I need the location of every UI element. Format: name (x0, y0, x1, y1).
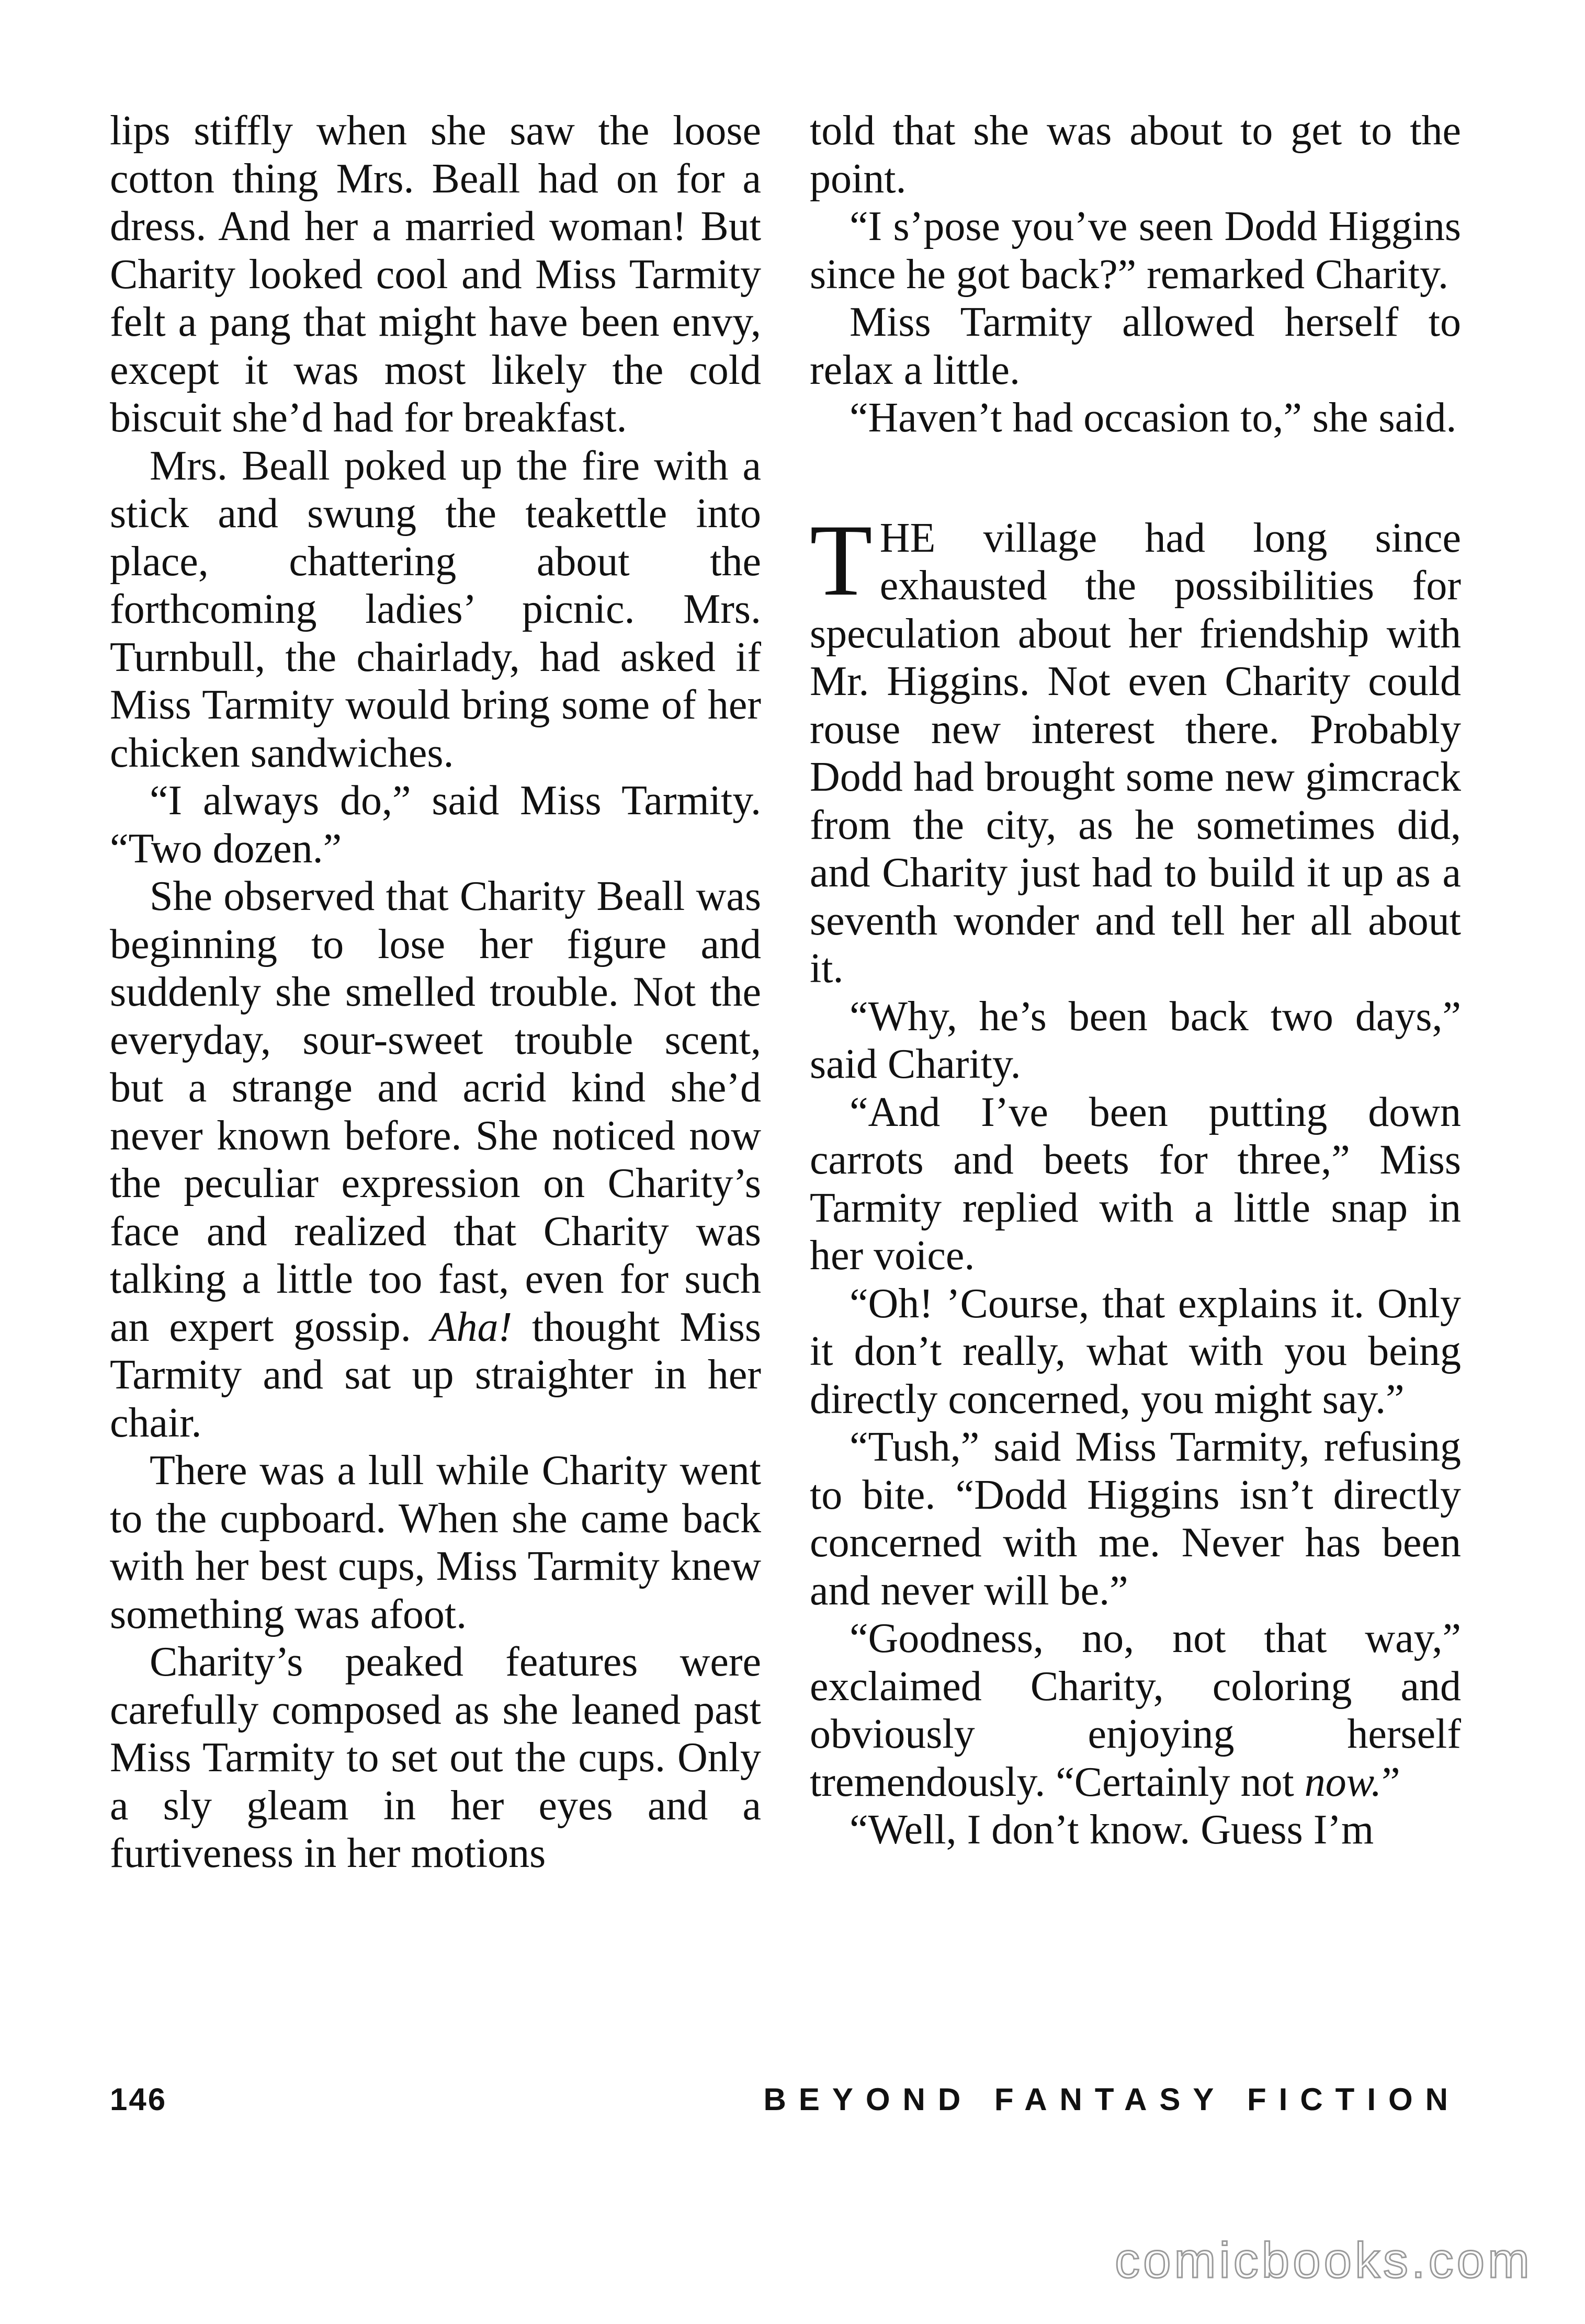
paragraph: “Oh! ’Course, that explains it. Only it don’t really, what with you being directly concerned, you might say.” (810, 1280, 1461, 1422)
paragraph: lips stiffly when she saw the loose cotton thing Mrs. Beall had on for a dress. And her a married woman! But Charity looked cool and Miss Tarmity felt a pang that might have been envy, except it was most likely the cold biscuit she’d had for breakfast. (110, 108, 761, 441)
running-title: BEYOND FANTASY FICTION (763, 2082, 1461, 2117)
paragraph: “Tush,” said Miss Tarmity, refusing to bite. “Dodd Higgins isn’t directly concerned with me. Never has been and never will be.” (810, 1424, 1461, 1614)
text-run: HE village had long since exhausted the possibilities for speculation about her friendship with Mr. Higgins. Not even Charity could rouse new interest there. Probably Dodd had brought some new gimcrack from the city, as he sometimes did, and Charity just had to build it up as a seventh wonder and tell her all about it. (810, 515, 1461, 992)
text-run: “Goodness, no, not that way,” exclaimed Charity, coloring and obviously enjoying herself tremendously. “Certainly not (810, 1615, 1461, 1805)
paragraph: “I s’pose you’ve seen Dodd Higgins since he got back?” remarked Charity. (810, 203, 1461, 298)
left-column (110, 107, 761, 1878)
text-run: thought Miss Tarmity and sat up straighter in her chair. (110, 1304, 761, 1446)
paragraph (110, 873, 761, 1447)
paragraph: “And I’ve been putting down carrots and beets for three,” Miss Tarmity replied with a little snap in her voice. (810, 1089, 1461, 1279)
text-run: She observed that Charity Beall was beginning to lose her figure and suddenly she smelled trouble. Not the everyday, sour-sweet trouble scent, but a strange and acrid kind she’d never known before. She noticed now the peculiar expression on Charity’s face and realized that Charity was talking a little too fast, even for such an expert gossip. (110, 873, 761, 1350)
paragraph: “I always do,” said Miss Tarmity. “Two dozen.” (110, 778, 761, 872)
italic-text: Aha! (431, 1304, 513, 1350)
watermark: comicbooks.com (1115, 2232, 1533, 2288)
section-break (810, 442, 1461, 515)
paragraph: “Why, he’s been back two days,” said Charity. (810, 993, 1461, 1087)
paragraph: told that she was about to get to the point. (810, 108, 1461, 202)
paragraph: “Well, I don’t know. Guess I’m (850, 1807, 1374, 1853)
paragraph: Charity’s peaked features were carefully composed as she leaned past Miss Tarmity to set out the cups. Only a sly gleam in her eyes and a furtiveness in her motions (110, 1639, 761, 1876)
paragraph: There was a lull while Charity went to the cupboard. When she came back with her best cups, Miss Tarmity knew something was afoot. (110, 1448, 761, 1637)
paragraph: Mrs. Beall poked up the fire with a stick and swung the teakettle into place, chattering about the forthcoming ladies’ picnic. Mrs. Turnbull, the chairlady, had asked if Miss Tarmity would bring some of her chicken sandwiches. (110, 442, 761, 776)
italic-text: now. (1304, 1759, 1382, 1805)
page-number: 146 (110, 2082, 167, 2117)
paragraph: Miss Tarmity allowed herself to relax a little. (810, 299, 1461, 393)
right-column (810, 107, 1461, 1854)
paragraph (810, 1615, 1461, 1806)
drop-cap-paragraph (810, 503, 1461, 993)
text-run: ” (1382, 1759, 1400, 1805)
drop-cap: T (810, 503, 873, 617)
paragraph: “Haven’t had occasion to,” she said. (850, 395, 1457, 441)
